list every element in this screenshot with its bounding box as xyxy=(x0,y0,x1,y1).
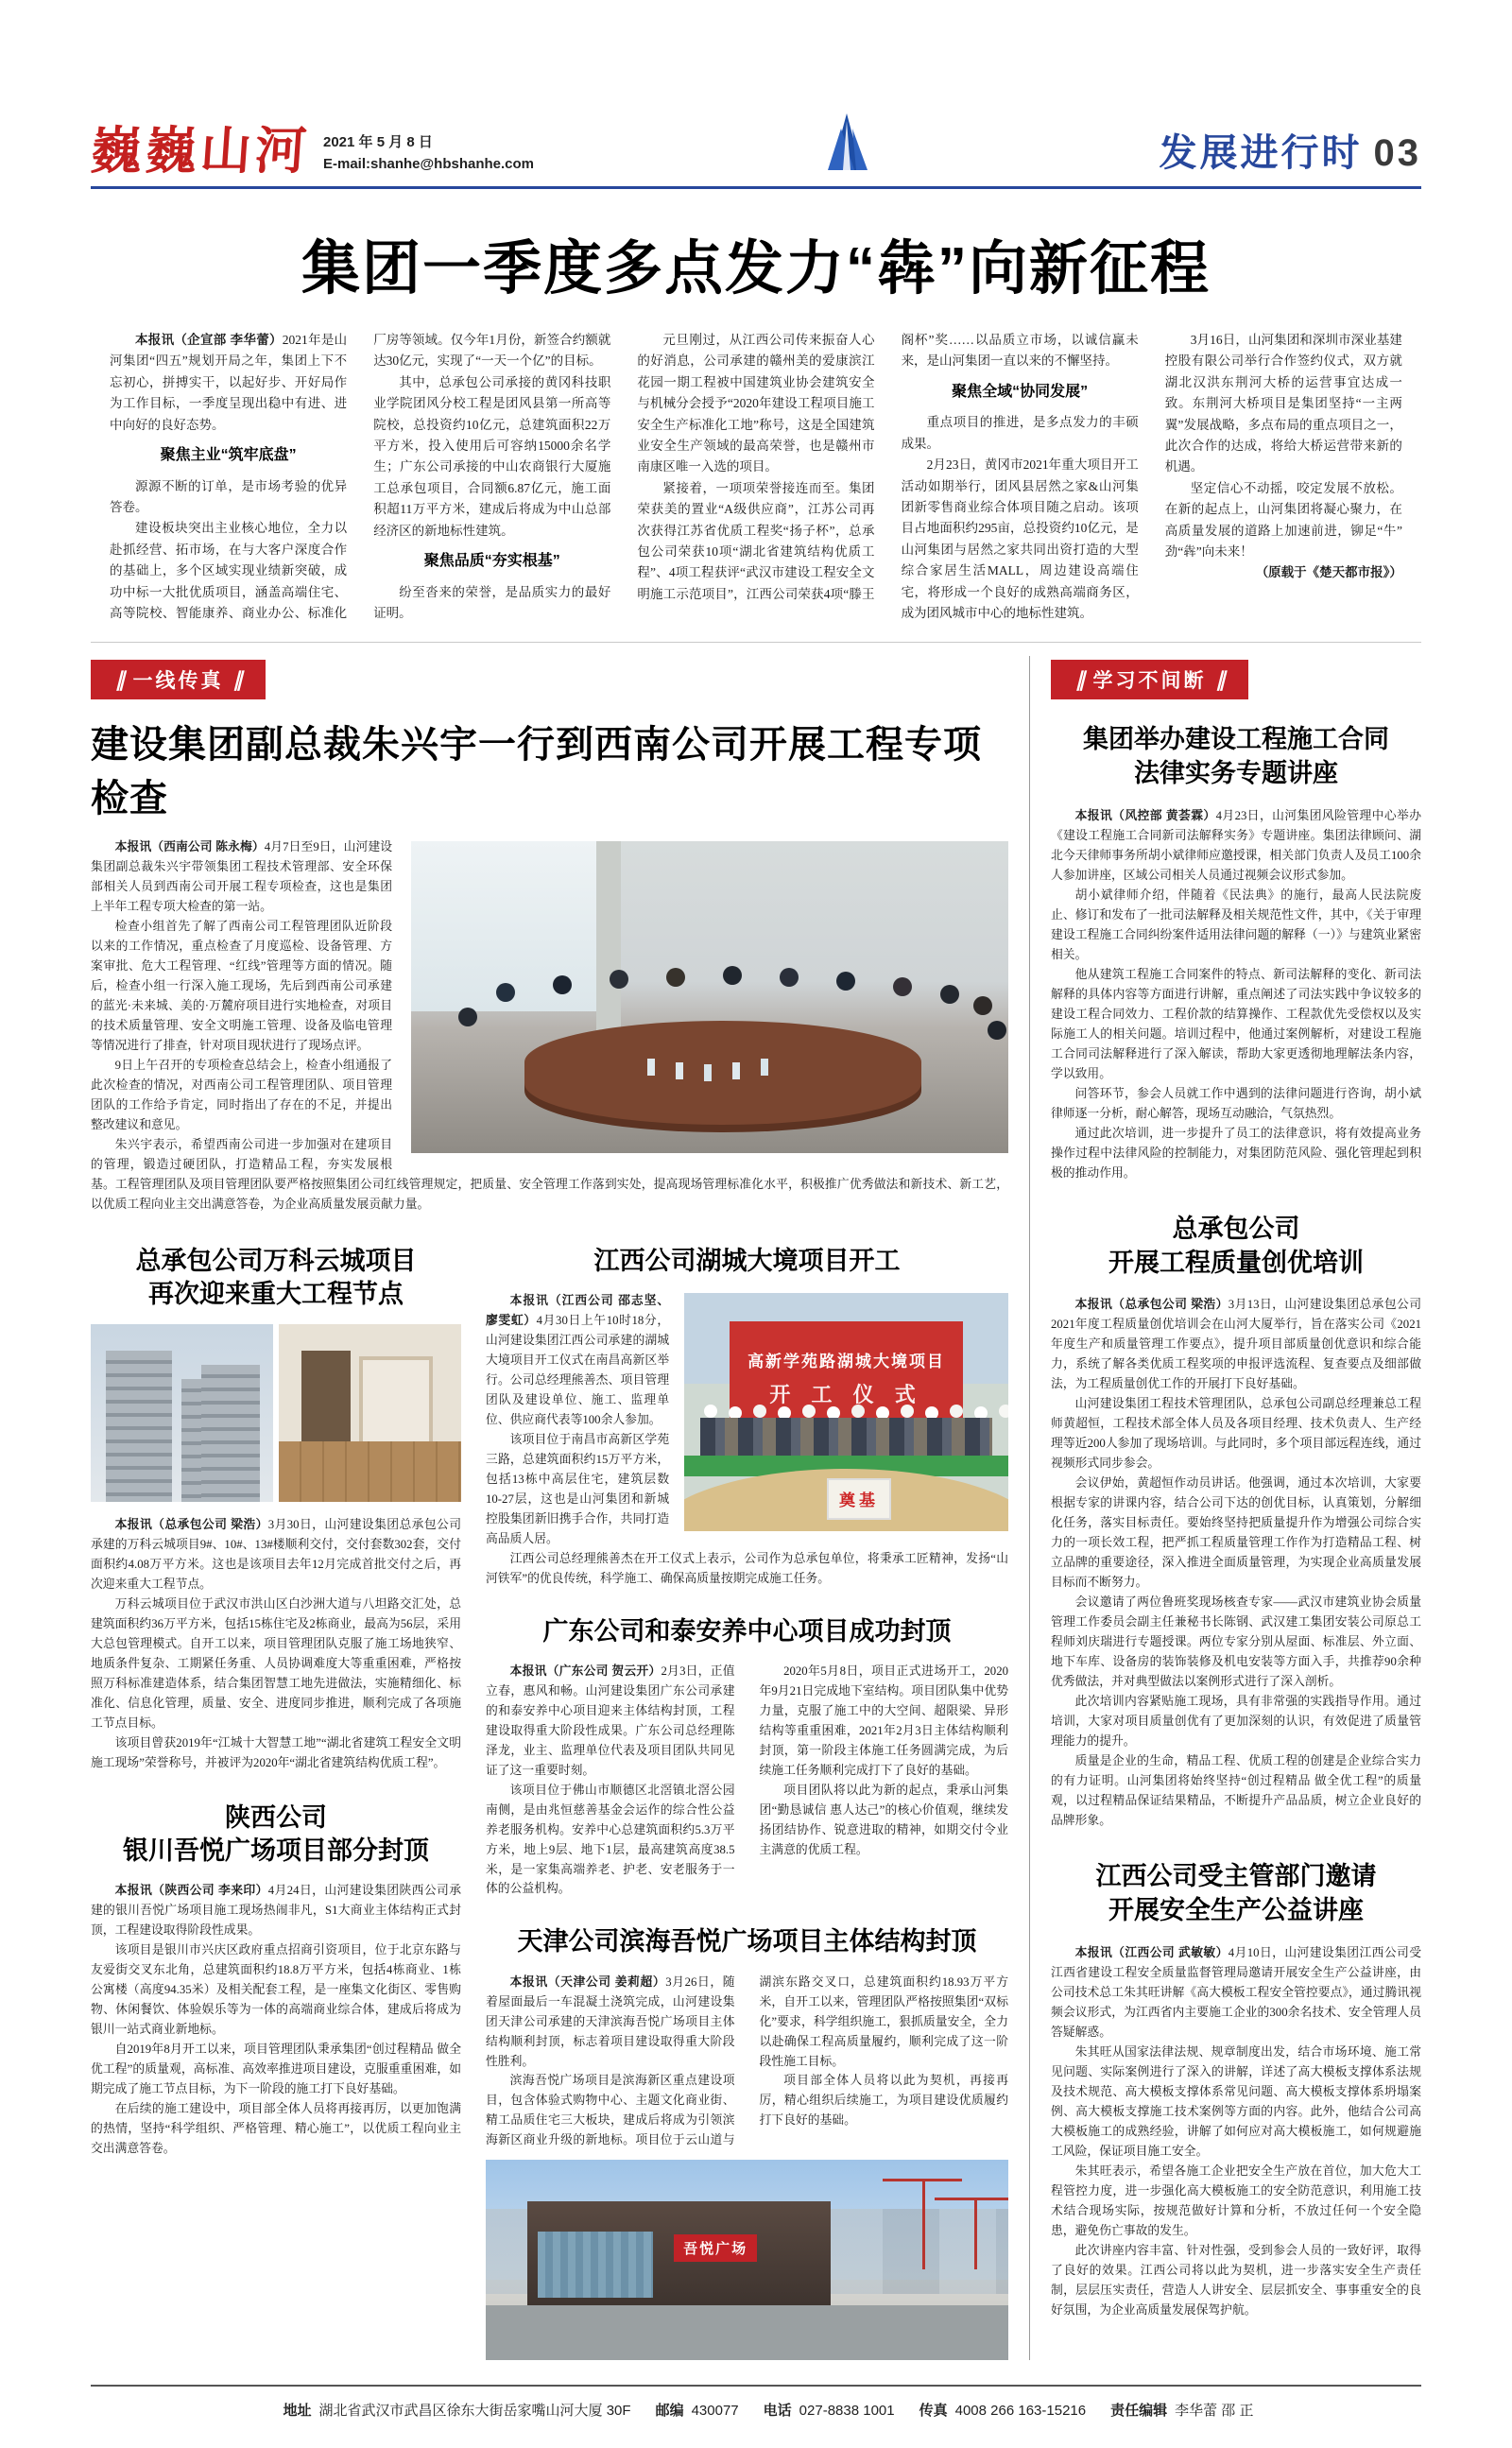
slash-decoration-icon: ∥ xyxy=(115,668,124,691)
paragraph: （原载于《楚天都市报》） xyxy=(1255,565,1402,580)
paragraph: 本报讯（陕西公司 李来印）4月24日，山河建设集团陕西公司承建的银川吾悦广场项目施工现场热闹非凡，S1大商业主体结构正式封顶，工程建设取得阶段性成果。 xyxy=(91,1882,461,1937)
footer-value: 027-8838 1001 xyxy=(799,2403,895,2420)
paragraph: 通过此次培训，进一步提升了员工的法律意识，将有效提高业务操作过程中法律风险的控制能力，对集团防范风险、强化管理起到积极的推动作用。 xyxy=(1051,1126,1421,1180)
article-vanke xyxy=(91,1245,461,1773)
middle-subcolumn xyxy=(486,1239,1008,2361)
paragraph: 该项目是银川市兴庆区政府重点招商引资项目，位于北京东路与友爱街交叉东北角，总建筑面积约18.8万平方米，包括4栋商业、1栋公寓楼（高度94.35米）及相关配套工程，是一座集文化街区、零售购物、休闲餐饮、体验娱乐等为一体的高端商业综合体，建成后将成为银川一站式商业新地标。 xyxy=(91,1942,461,2036)
construction-crane-icon xyxy=(922,2179,925,2269)
page-number: 03 xyxy=(1373,132,1421,174)
road-shape xyxy=(486,2305,1008,2360)
quality-training-headline xyxy=(1051,1212,1421,1281)
lead-headline: 集团一季度多点发力“犇”向新征程 xyxy=(301,236,1211,302)
paragraph: 本报讯（西南公司 陈永梅）4月7日至9日，山河建设集团副总裁朱兴宇带领集团工程技术管理部、安全环保部相关人员到西南公司开展工程专项检查，这也是集团上半年工程专项大检查的第一站。 xyxy=(91,839,392,913)
legal-lecture-paragraphs xyxy=(1051,806,1421,1183)
paragraph: 朱其旺从国家法律法规、规章制度出发，结合市场环境、施工常见问题、实际案例进行了深入的讲解，详述了高大模板支撑体系法规及技术规范、高大模板支撑体系常见问题、高大模板支撑体系坍塌案例、高大模板支撑施工技术案例等方面的内容。此外，他结合公司高大模板施工的成熟经验，讲解了如何应对高大模板施工，如何规避施工风险，保证项目施工安全。 xyxy=(1051,2044,1421,2158)
paragraph: 朱其旺表示，希望各施工企业把安全生产放在首位，加大危大工程管控力度，进一步强化高大模板施工的安全防范意识，利用施工技术结合现场实际，按规范做好计算和分析，不放过任何一个安全隐患，避免伤亡事故的发生。 xyxy=(1051,2164,1421,2237)
paragraph: 万科云城项目位于武汉市洪山区白沙洲大道与八坦路交汇处，总建筑面积约36万平方米，包括15栋住宅及2栋商业，最高为56层，采用大总包管理模式。自开工以来，项目管理团队克服了施工场地狭窄、地质条件复杂、工期紧任务重、人员协调难度大等重重困难，严格按照万科标准建造体系，结合集团智慧工地先进做法，实施精细化、标准化、信息化管理，质量、安全、进度同步推进，顺利完成了各项施工节点目标。 xyxy=(91,1596,461,1730)
shaanxi-headline-line1: 陕西公司 xyxy=(225,1802,327,1832)
paragraph: 朱兴宇表示，希望西南公司进一步加强对在建项目的管理，锻造过硬团队，打造精品工程，夯实发展根基。工程管理团队及项目管理团队要严格按照集团公司红线管理规定，把质量、安全管理工作落到实处，提高现场管理标准化水平，积极推广优秀做法和新技术、新工艺，以优质工程向业主交出满意答卷，为企业高质量发展贡献力量。 xyxy=(91,1137,1008,1211)
article-guangdong xyxy=(486,1615,1008,1900)
footer-value: 4008 266 163-15216 xyxy=(954,2403,1087,2420)
paragraph: 2020年5月8日，项目正式进场开工，2020年9月21日完成地下室结构。项目团队集中优势力量，克服了施工中的大空间、超限梁、异形结构等重重困难，2021年2月3日主体结构顺利封顶，第一阶段主体施工任务圆满完成，为后续施工任务顺利完成打下了良好的基础。 xyxy=(759,1664,1008,1777)
backdrop-project-name: 高新学苑路湖城大境项目 xyxy=(747,1352,946,1371)
lead-subhead: 聚焦全域“协同发展” xyxy=(952,383,1089,400)
quality-training-paragraphs xyxy=(1051,1295,1421,1831)
guangdong-paragraphs xyxy=(486,1662,1008,1900)
paragraph: 源源不断的订单，是市场考验的优异答卷。 xyxy=(110,478,348,514)
keep-learning-badge xyxy=(1051,660,1248,699)
residential-towers-photo xyxy=(91,1324,273,1502)
contact-email: E-mail:shanhe@hbshanhe.com xyxy=(323,155,535,172)
vanke-headline xyxy=(91,1245,461,1311)
paragraph: 检查小组首先了解了西南公司工程管理团队近阶段以来的工作情况，重点检查了月度巡检、设备管理、方案审批、危大工程管理、“红线”管理等方面的情况。随后，检查小组一行深入施工现场，先后到西南公司承建的蓝光·未来城、美的·万麓府项目进行实地检查，对项目的技术质量管理、安全文明施工管理、设备及临电管理等情况进行了排查，针对项目现状进行了现场点评。 xyxy=(91,919,392,1052)
paragraph: 项目部全体人员将以此为契机，再接再厉，精心组织后续施工，为项目建设优质履约打下良好的基础。 xyxy=(759,2074,1008,2128)
footer-value: 430077 xyxy=(691,2403,739,2420)
water-bottles-shape xyxy=(647,1059,655,1076)
lead-subhead: 聚焦主业“筑牢底盘” xyxy=(160,447,297,464)
glass-facade-shape xyxy=(538,2232,653,2298)
safety-lecture-paragraphs xyxy=(1051,1943,1421,2320)
vanke-headline-line1: 总承包公司万科云城项目 xyxy=(135,1246,417,1275)
article-inspection xyxy=(91,715,1008,1215)
paragraph: 山河建设集团工程技术管理团队，总承包公司副总经理兼总工程师黄超恒，工程技术部全体人员及各项目经理、技术负责人、生产经理等近200人参加了现场培训。与此同时，多个项目部远程连线，通过视频形式同步参会。 xyxy=(1051,1397,1421,1471)
rail-article-legal-lecture xyxy=(1051,722,1421,1183)
shaanxi-paragraphs xyxy=(91,1881,461,2159)
lead-body xyxy=(110,330,1402,625)
paragraph: 重点项目的推进，是多点发力的丰硕成果。 xyxy=(901,415,1139,451)
shaanxi-headline-line2: 银川吾悦广场项目部分封顶 xyxy=(123,1836,429,1865)
inspection-body xyxy=(91,837,1008,1215)
article-hucheng xyxy=(486,1245,1008,1589)
paragraph: 本报讯（企宣部 李华蕾）2021年是山河集团“四五”规划开局之年，集团上下不忘初心，拼搏实干，以起好步、开好局作为工作目标，一季度呈现出稳中有进、进中向好的良好态势。 xyxy=(110,333,348,432)
legal-lecture-headline-line1: 集团举办建设工程施工合同 xyxy=(1083,725,1389,753)
doorway-shape xyxy=(301,1351,351,1445)
groundbreaking-ceremony-photo xyxy=(684,1293,1008,1531)
paragraph: 紧接着，一项项荣誉接连而至。集团荣获美的置业“A级供应商”，江苏公司再次获得江苏省优质工程奖“扬子杯”，总承包公司荣获10项“湖北省建筑结构优质工程”、4项工程获评“武汉市建设工程安全文明施工示范项目”，江西公司荣获4项“滕王阁杯”奖……以品质立市场，以诚信赢未来，是山河集团一直以来的不懈坚持。 xyxy=(637,333,1139,601)
inspection-headline: 建设集团副总裁朱兴宇一行到西南公司开展工程专项检查 xyxy=(91,724,982,819)
article-tianjin xyxy=(486,1925,1008,2360)
quality-training-headline-line1: 总承包公司 xyxy=(1172,1214,1300,1243)
main-area xyxy=(91,656,1421,2360)
paragraph: 本报讯（风控部 黄荟霖）4月23日，山河集团风险管理中心举办《建设工程施工合同新司法解释实务》专题讲座。集团法律顾问、湖北今天律师事务所胡小斌律师应邀授课，相关部门负责人及员工100余人参加讲座，区域公司相关人员通过视频会议形式参加。 xyxy=(1051,807,1421,882)
paragraph: 该项目曾获2019年“江城十大智慧工地”“湖北省建筑工程安全文明施工现场”荣誉称号，并被评为2020年“湖北省建筑结构优质工程”。 xyxy=(91,1735,461,1769)
right-rail xyxy=(1029,656,1421,2360)
masthead-title: 巍巍山河 xyxy=(88,123,313,180)
slash-decoration-icon: ∥ xyxy=(232,668,241,691)
hucheng-headline: 江西公司湖城大境项目开工 xyxy=(593,1246,901,1275)
tianjin-headline: 天津公司滨海吾悦广场项目主体结构封顶 xyxy=(517,1927,977,1957)
group-logo-icon xyxy=(813,112,881,177)
keep-learning-badge-label: 学习不间断 xyxy=(1092,670,1207,692)
safety-lecture-headline-line1: 江西公司受主管部门邀请 xyxy=(1095,1862,1377,1891)
quality-training-headline-line2: 开展工程质量创优培训 xyxy=(1108,1249,1364,1278)
paragraph: 自2019年8月开工以来，项目管理团队秉承集团“创过程精品 做全优工程”的质量观，高标准、高效率推进项目建设，克服重重困难，如期完成了施工节点目标，为下一阶段的施工打下良好基础。 xyxy=(91,2042,461,2095)
left-subcolumn xyxy=(91,1239,461,2361)
paragraph: 会议邀请了两位鲁班奖现场核查专家——武汉市建筑业协会质量管理工作委员会副主任兼秘书长陈钢、武汉建工集团安装公司原总工程师刘庆瑞进行专题授课。两位专家分别从屋面、标准层、外立面、地下车库、设备房的装饰装修及机电安装等方面入手，共推荐90余种优秀做法，并对典型做法以案例形式进行了深入剖析。 xyxy=(1051,1595,1421,1689)
front-line-badge-label: 一线传真 xyxy=(132,670,224,692)
construction-crane-icon xyxy=(974,2198,977,2269)
paragraph: 胡小斌律师介绍，伴随着《民法典》的施行，最高人民法院废止、修订和发布了一批司法解释及相关规范性文件，其中，《关于审理建设工程施工合同纠纷案件适用法律问题的解释（一）》与建筑业紧密相关。 xyxy=(1051,888,1421,961)
paragraph: 本报讯（天津公司 姜莉超）3月26日，随着屋面最后一车混凝土浇筑完成，山河建设集团天津公司承建的天津滨海吾悦广场项目主体结构顺利封顶，标志着项目建设取得重大阶段性胜利。 xyxy=(486,1974,735,2068)
paragraph: 会议伊始，黄超恒作动员讲话。他强调，通过本次培训，大家要根据专家的讲课内容，结合公司下达的创优目标，认真策划，分解细化任务，落实目标责任。要始终坚持把质量提升作为增强公司综合实力的一项长效工程，把严抓工程质量管理工作作为打造精品工程、树立品牌的重要途径，深入推进全面质量管理，为实现企业高质量发展目标而不断努力。 xyxy=(1051,1476,1421,1590)
conference-table-shape xyxy=(524,1021,921,1125)
rail-article-quality-training xyxy=(1051,1212,1421,1831)
paragraph: 本报讯（江西公司 邵志坚、廖雯虹）4月30日上午10时18分，山河建设集团江西公司承建的湖城大境项目开工仪式在南昌高新区举行。公司总经理熊善杰、项目管理团队及建设单位、施工、监理单位、供应商代表等100余人参加。 xyxy=(486,1292,670,1426)
article-shaanxi xyxy=(91,1802,461,2159)
shaanxi-headline xyxy=(91,1802,461,1868)
left-zone xyxy=(91,656,1029,2360)
paragraph: 9日上午召开的专项检查总结会上，检查小组通报了此次检查的情况，对西南公司工程管理团队、项目管理团队的工作给予肯定，同时指出了存在的不足，并提出整改建议和意见。 xyxy=(91,1058,392,1131)
tower-shape xyxy=(201,1365,260,1502)
paragraph: 本报讯（江西公司 武敏敏）4月10日，山河建设集团江西公司受江西省建设工程安全质量监督管理局邀请开展安全生产公益讲座，由公司技术总工朱其旺讲解《高大模板工程安全管控要点》，通过腾讯视频会议形式，为江西省内主要施工企业的300余名技术、安全管理人员答疑解惑。 xyxy=(1051,1944,1421,2039)
paragraph: 该项目位于南昌市高新区学苑三路，总建筑面积约15万平方米，包括13栋中高层住宅，建筑层数10-27层，这也是山河集团和新城控股集团新旧携手合作，共同打造高品质人居。 xyxy=(486,1432,670,1545)
lead-article xyxy=(91,189,1421,643)
window-frame-shape xyxy=(359,1356,433,1451)
safety-lecture-headline xyxy=(1051,1859,1421,1928)
section-title: 发展进行时 xyxy=(1159,132,1363,174)
paragraph: 坚定信心不动摇，咬定发展不放松。在新的起点上，山河集团将凝心聚力，在高质量发展的道路上加速前进，铆足“牛”劲“犇”向未来！ xyxy=(1164,480,1402,560)
section-banner xyxy=(1159,123,1421,177)
vanke-headline-line2: 再次迎来重大工程节点 xyxy=(148,1279,404,1308)
legal-lecture-headline-line2: 法律实务专题讲座 xyxy=(1134,759,1338,788)
foundation-stone: 奠基 xyxy=(827,1478,891,1520)
masthead-block xyxy=(88,123,535,180)
curtain-shape xyxy=(596,841,621,1030)
page-footer xyxy=(91,2385,1421,2420)
wood-floor-shape xyxy=(279,1441,461,1502)
paragraph: 江西公司总经理熊善杰在开工仪式上表示，公司作为总承包单位，将秉承工匠精神，发扬“山河铁军”的优良传统，科学施工、确保高质量按期完成施工任务。 xyxy=(486,1551,1008,1585)
masthead-meta xyxy=(323,132,534,177)
paragraph: 其中，总承包公司承接的黄冈科技职业学院团风分校工程是团风县第一所高等院校，总投资约10亿元，总建筑面积22万平方米，投入使用后可容纳15000余名学生；广东公司承接的中山农商银行大厦施工总承包项目，合同额6.87亿元，施工面积超11万平方米，建成后将成为中山总部经济区的新地标性建筑。 xyxy=(373,374,611,538)
paragraph: 此次讲座内容丰富、针对性强，受到参会人员的一致好评，取得了良好的效果。江西公司将以此为契机，进一步落实安全生产责任制，层层压实责任，营造人人讲安全、层层抓安全、事事重安全的良好氛围，为企业高质量发展保驾护航。 xyxy=(1051,2243,1421,2317)
footer-label: 传真 xyxy=(919,2403,948,2420)
tower-shape xyxy=(106,1351,172,1502)
paragraph: 本报讯（广东公司 贺云开）2月3日，正值立春，惠风和畅。山河建设集团广东公司承建的和泰安养中心项目迎来主体结构封顶，工程建设取得重大阶段性成果。广东公司总经理陈泽龙，业主、监理单位代表及项目团队共同见证了这一重要时刻。 xyxy=(486,1663,735,1777)
vanke-photos xyxy=(91,1324,461,1502)
paragraph: 3月16日，山河集团和深圳市深业基建控股有限公司举行合作签约仪式，双方就湖北汉洪东荆河大桥的运营事宜达成一致。东荆河大桥项目是集团坚持“一主两翼”发展战略，多点布局的重点项目之一，此次合作的达成，将给大桥运营带来新的机遇。 xyxy=(1164,333,1402,474)
front-line-badge xyxy=(91,660,266,699)
attendee-bodies-shape xyxy=(700,1418,992,1457)
lower-grid xyxy=(91,1239,1008,2361)
page-header xyxy=(88,112,1421,189)
paragraph: 他从建筑工程施工合同案件的特点、新司法解释的变化、新司法解释的具体内容等方面进行讲解，重点阐述了司法实践中争议较多的建设工程合同效力、工程价款的结算操作、工程款优先受偿权以及实际施工人的相关问题。培训过程中，他通过案例解析，对建设工程施工合同司法解释进行了深入解读，帮助大家更透彻地理解法条内容，学以致用。 xyxy=(1051,967,1421,1080)
issue-date: 2021 年 5 月 8 日 xyxy=(323,134,433,150)
vanke-paragraphs xyxy=(91,1515,461,1773)
backdrop-ceremony-title: 开 工 仪 式 xyxy=(769,1382,923,1406)
conference-meeting-photo xyxy=(411,841,1008,1153)
mall-street-photo xyxy=(486,2160,1008,2360)
footer-label: 责任编辑 xyxy=(1110,2403,1168,2420)
paragraph: 项目团队将以此为新的起点，秉承山河集团“勤恳诚信 惠人达己”的核心价值观，继续发扬团结协作、锐意进取的精神，如期交付令业主满意的优质工程。 xyxy=(759,1783,1008,1856)
apartment-interior-photo xyxy=(279,1324,461,1502)
footer-label: 地址 xyxy=(283,2403,312,2420)
paragraph: 本报讯（总承包公司 梁浩）3月13日，山河建设集团总承包公司2021年度工程质量创优培训会在山河大厦举行，旨在落实公司《2021年度生产和质量管理工作要点》，提升项目部质量创优意识和综合能力，系统了解各类优质工程奖项的申报评选流程、复查要点及细部做法，为工程质量创优工作的开展打下良好基础。 xyxy=(1051,1297,1421,1391)
safety-lecture-headline-line2: 开展安全生产公益讲座 xyxy=(1108,1896,1364,1925)
guangdong-headline: 广东公司和泰安养中心项目成功封顶 xyxy=(542,1616,952,1646)
rail-article-safety-lecture xyxy=(1051,1859,1421,2320)
paragraph: 滨海吾悦广场项目是滨海新区重点建设项目，包含体验式购物中心、主题文化商业街、精工品质住宅三大板块，建成后将成为引领滨海新区商业升级的新地标。项目位于云山道与湖滨东路交叉口，总建筑面积约18.93万平方米，自开工以来，管理团队严格按照集团“双标化”要求，科学组织施工，狠抓质量安全，全力以赴确保工程高质量履约，顺利完成了这一阶段性施工目标。 xyxy=(486,1974,1008,2147)
slash-decoration-icon: ∥ xyxy=(1075,668,1084,691)
lead-subhead: 聚焦品质“夯实根基” xyxy=(423,553,560,570)
hucheng-body xyxy=(486,1291,1008,1589)
paragraph: 本报讯（总承包公司 梁浩）3月30日，山河建设集团总承包公司承建的万科云城项目9#、10#、13#楼顺利交付，交付套数302套，交付面积约4.08万平方米。这也是该项目去年12月完成首批交付之后，再次迎来重大工程节点。 xyxy=(91,1516,461,1591)
attendees-shape xyxy=(496,983,515,1002)
paragraph: 此次培训内容紧贴施工现场，具有非常强的实践指导作用。通过培训，大家对项目质量创优有了更加深刻的认识，有效促进了质量管理能力的提升。 xyxy=(1051,1695,1421,1749)
footer-label: 电话 xyxy=(763,2403,792,2420)
mall-sign: 吾悦广场 xyxy=(674,2234,757,2262)
hardhat-attendees-shape xyxy=(704,1405,717,1418)
paragraph: 问答环节，参会人员就工作中遇到的法律问题进行咨询，胡小斌律师逐一分析，耐心解答，现场互动融洽，气氛热烈。 xyxy=(1051,1086,1421,1120)
slash-decoration-icon: ∥ xyxy=(1215,668,1224,691)
paragraph: 纷至沓来的荣誉，是品质实力的最好证明。 xyxy=(373,584,611,621)
paragraph: 在后续的施工建设中，项目部全体人员将再接再厉，以更加饱满的热情，坚持“科学组织、严格管理、精心施工”，以优质工程向业主交出满意答卷。 xyxy=(91,2101,461,2155)
paragraph: 质量是企业的生命，精品工程、优质工程的创建是企业综合实力的有力证明。山河集团将始终坚持“创过程精品 做全优工程”的质量观，以过程精品保证结果精品，不断提升产品品质，树立企业良好的品牌形象。 xyxy=(1051,1754,1421,1828)
paragraph: 建设板块突出主业核心地位，全力以赴抓经营、拓市场，在与大客户深度合作的基础上，多个区域实现业绩新突破，成功中标一大批优质项目，涵盖高端住宅、高等院校、智能康养、商业办公、标准化厂房等领域。仅今年1月份，新签合约额就达30亿元，实现了“一天一个亿”的目标。 xyxy=(110,333,611,621)
paragraph: 元旦刚过，从江西公司传来振奋人心的好消息，公司承建的赣州美的爱康滨江花园一期工程被中国建筑业协会建筑安全与机械分会授予“2020年建设工程项目施工安全生产标准化工地”称号，这是全国建筑业安全生产领域的最高荣誉，也是赣州市南康区唯一入选的项目。 xyxy=(637,333,875,474)
tianjin-paragraphs xyxy=(486,1973,1008,2151)
footer-value: 湖北省武汉市武昌区徐东大街岳家嘴山河大厦 30F xyxy=(318,2403,631,2420)
paragraph: 2月23日，黄冈市2021年重大项目开工活动如期举行，团风县居然之家&山河集团新零售商业综合体项目随之启动。该项目占地面积约295亩，总投资约10亿元，是山河集团与居然之家共同出资打造的大型综合家居生活MALL，周边建设高端住宅，将形成一个良好的成熟高端商务区，成为团风城市中心的地标性建筑。 xyxy=(901,457,1139,621)
paragraph: 该项目位于佛山市顺德区北滘镇北滘公园南侧，是由兆恒慈善基金会运作的综合性公益养老服务机构。安养中心总建筑面积约5.3万平方米，地上9层、地下1层，最高建筑高度38.5米，是一家集高端养老、护老、安老服务于一体的公益机构。 xyxy=(486,1783,735,1896)
footer-label: 邮编 xyxy=(655,2403,684,2420)
legal-lecture-headline xyxy=(1051,722,1421,791)
footer-value: 李华蕾 邵 正 xyxy=(1175,2403,1254,2420)
